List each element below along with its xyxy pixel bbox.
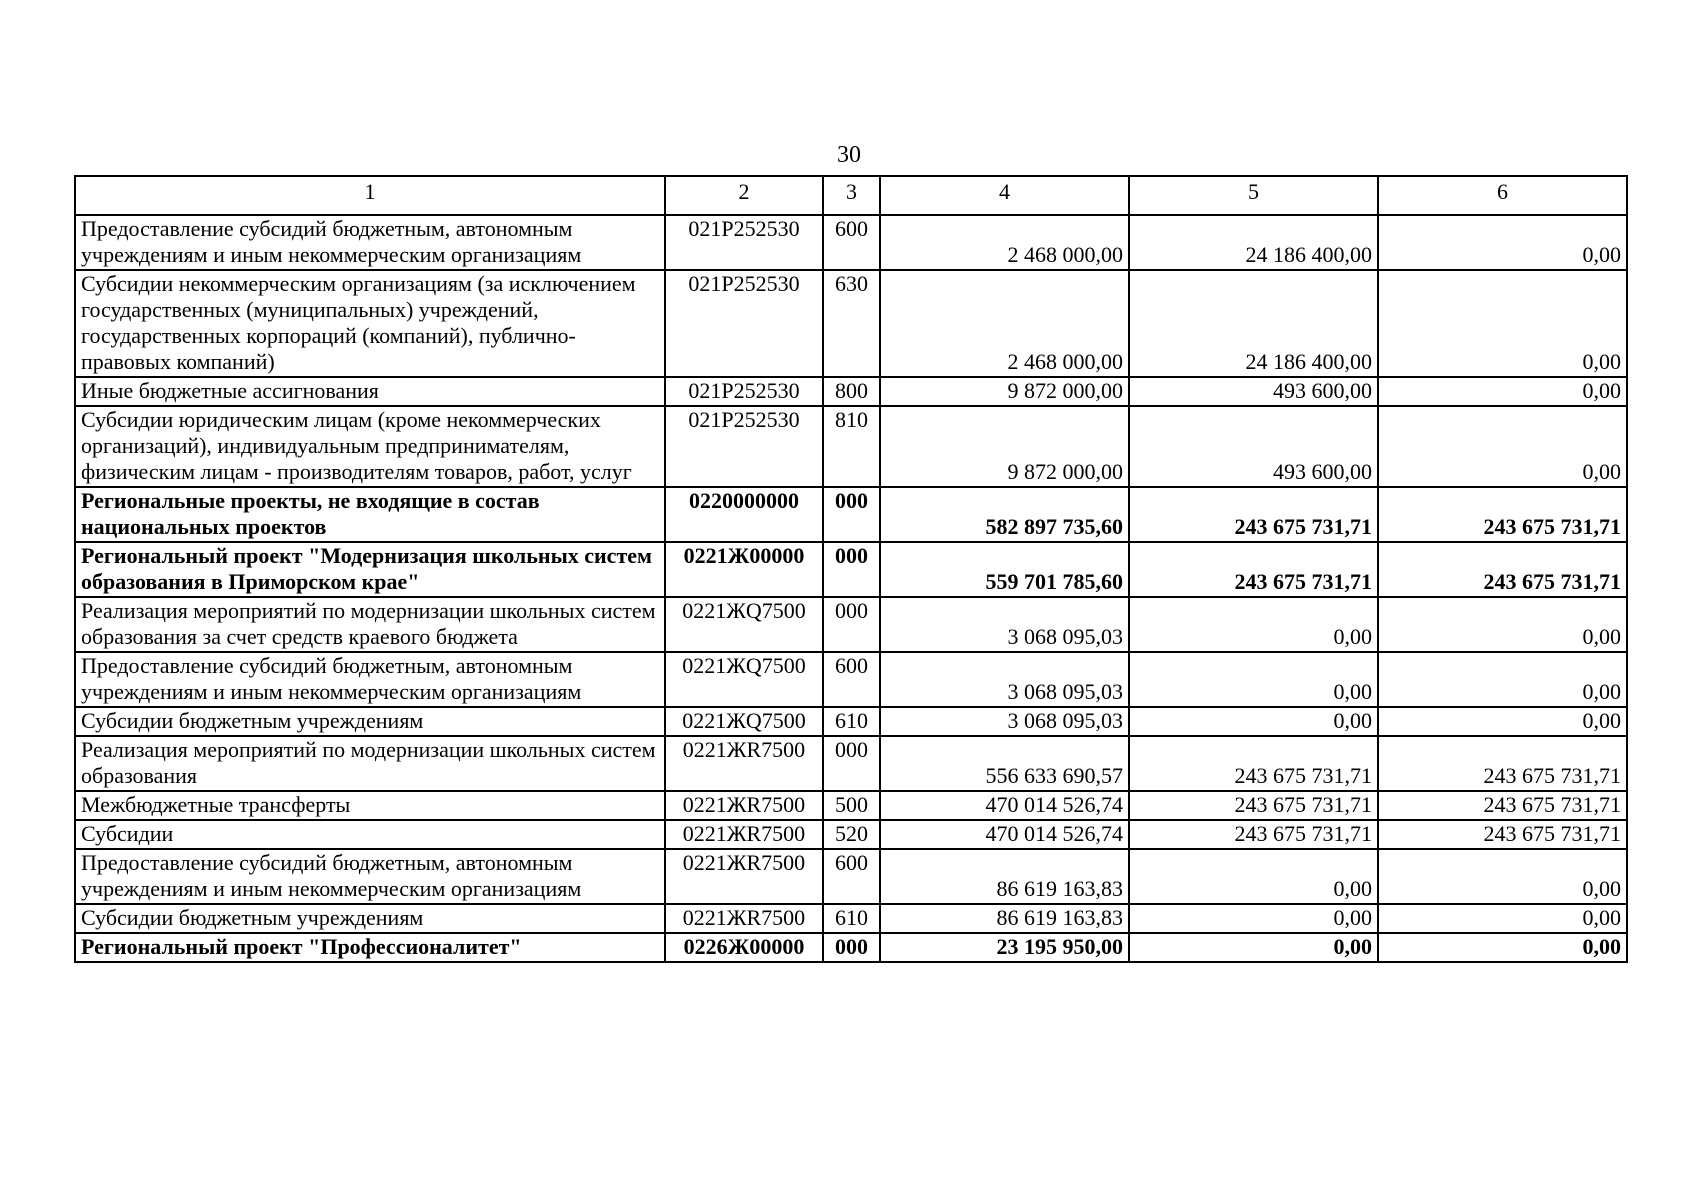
table-row — [75, 933, 1627, 962]
row-value-col5: 243 675 731,71 — [1129, 736, 1378, 791]
header-cell-1: 1 — [75, 176, 665, 215]
row-value-col4: 3 068 095,03 — [880, 707, 1129, 736]
row-code-cell: 021Р252530 — [665, 406, 823, 487]
row-name-cell: Региональные проекты, не входящие в состав национальных проектов — [75, 487, 665, 542]
row-value-col4: 470 014 526,74 — [880, 791, 1129, 820]
row-value-col5: 493 600,00 — [1129, 377, 1378, 406]
row-name-cell: Региональный проект "Модернизация школьных систем образования в Приморском крае" — [75, 542, 665, 597]
table-row — [75, 487, 1627, 542]
row-name-cell: Предоставление субсидий бюджетным, автономным учреждениям и иным некоммерческим организациям — [75, 849, 665, 904]
row-value-col4: 559 701 785,60 — [880, 542, 1129, 597]
row-value-col5: 0,00 — [1129, 707, 1378, 736]
row-name-cell: Субсидии — [75, 820, 665, 849]
row-value-col6: 0,00 — [1378, 215, 1627, 270]
row-value-col4: 556 633 690,57 — [880, 736, 1129, 791]
row-type-cell: 630 — [823, 270, 880, 377]
row-type-cell: 000 — [823, 487, 880, 542]
table-row — [75, 215, 1627, 270]
table-row — [75, 542, 1627, 597]
row-value-col6: 243 675 731,71 — [1378, 736, 1627, 791]
row-value-col4: 23 195 950,00 — [880, 933, 1129, 962]
row-type-cell: 810 — [823, 406, 880, 487]
row-name-cell: Иные бюджетные ассигнования — [75, 377, 665, 406]
row-value-col4: 86 619 163,83 — [880, 904, 1129, 933]
table-row — [75, 791, 1627, 820]
header-cell-2: 2 — [665, 176, 823, 215]
row-value-col6: 0,00 — [1378, 707, 1627, 736]
row-value-col4: 2 468 000,00 — [880, 270, 1129, 377]
row-name-cell: Субсидии бюджетным учреждениям — [75, 904, 665, 933]
row-value-col4: 86 619 163,83 — [880, 849, 1129, 904]
row-code-cell: 0221ЖR7500 — [665, 736, 823, 791]
table-row — [75, 406, 1627, 487]
row-value-col5: 0,00 — [1129, 652, 1378, 707]
row-name-cell: Реализация мероприятий по модернизации школьных систем образования — [75, 736, 665, 791]
row-value-col6: 0,00 — [1378, 652, 1627, 707]
row-type-cell: 520 — [823, 820, 880, 849]
table-row — [75, 270, 1627, 377]
table-row — [75, 736, 1627, 791]
row-value-col6: 243 675 731,71 — [1378, 820, 1627, 849]
page-number: 30 — [837, 142, 861, 168]
row-code-cell: 0226Ж00000 — [665, 933, 823, 962]
row-value-col6: 0,00 — [1378, 377, 1627, 406]
header-cell-6: 6 — [1378, 176, 1627, 215]
header-row — [75, 176, 1627, 215]
row-type-cell: 600 — [823, 652, 880, 707]
row-value-col6: 0,00 — [1378, 904, 1627, 933]
row-value-col4: 470 014 526,74 — [880, 820, 1129, 849]
row-code-cell: 0221Ж00000 — [665, 542, 823, 597]
row-name-cell: Межбюджетные трансферты — [75, 791, 665, 820]
budget-table-body — [75, 176, 1627, 962]
header-cell-3: 3 — [823, 176, 880, 215]
row-value-col4: 582 897 735,60 — [880, 487, 1129, 542]
row-name-cell: Предоставление субсидий бюджетным, автономным учреждениям и иным некоммерческим организациям — [75, 215, 665, 270]
header-cell-4: 4 — [880, 176, 1129, 215]
table-row — [75, 652, 1627, 707]
row-value-col6: 0,00 — [1378, 849, 1627, 904]
row-code-cell: 021Р252530 — [665, 270, 823, 377]
row-value-col6: 0,00 — [1378, 933, 1627, 962]
row-value-col4: 3 068 095,03 — [880, 597, 1129, 652]
row-value-col5: 493 600,00 — [1129, 406, 1378, 487]
row-code-cell: 021Р252530 — [665, 377, 823, 406]
row-value-col5: 0,00 — [1129, 933, 1378, 962]
header-cell-5: 5 — [1129, 176, 1378, 215]
row-value-col5: 0,00 — [1129, 904, 1378, 933]
row-type-cell: 600 — [823, 849, 880, 904]
row-name-cell: Региональный проект "Профессионалитет" — [75, 933, 665, 962]
row-value-col6: 0,00 — [1378, 270, 1627, 377]
row-value-col5: 0,00 — [1129, 597, 1378, 652]
row-value-col5: 243 675 731,71 — [1129, 542, 1378, 597]
row-value-col4: 2 468 000,00 — [880, 215, 1129, 270]
row-value-col5: 243 675 731,71 — [1129, 791, 1378, 820]
row-type-cell: 800 — [823, 377, 880, 406]
row-value-col5: 243 675 731,71 — [1129, 487, 1378, 542]
table-row — [75, 597, 1627, 652]
table-row — [75, 820, 1627, 849]
row-type-cell: 000 — [823, 736, 880, 791]
row-code-cell: 0221ЖR7500 — [665, 904, 823, 933]
row-value-col6: 243 675 731,71 — [1378, 791, 1627, 820]
row-value-col5: 24 186 400,00 — [1129, 215, 1378, 270]
row-value-col5: 243 675 731,71 — [1129, 820, 1378, 849]
row-type-cell: 500 — [823, 791, 880, 820]
row-name-cell: Субсидии некоммерческим организациям (за исключением государственных (муниципальных) учреждений, государственных корпораций (компаний), публично-правовых компаний) — [75, 270, 665, 377]
row-value-col5: 0,00 — [1129, 849, 1378, 904]
row-code-cell: 0221ЖQ7500 — [665, 652, 823, 707]
row-name-cell: Предоставление субсидий бюджетным, автономным учреждениям и иным некоммерческим организациям — [75, 652, 665, 707]
row-name-cell: Субсидии юридическим лицам (кроме некоммерческих организаций), индивидуальным предпринимателям, физическим лицам - производителям товаров, работ, услуг — [75, 406, 665, 487]
row-value-col6: 243 675 731,71 — [1378, 487, 1627, 542]
row-code-cell: 0221ЖQ7500 — [665, 707, 823, 736]
row-type-cell: 000 — [823, 933, 880, 962]
budget-table — [74, 175, 1628, 963]
row-code-cell: 0220000000 — [665, 487, 823, 542]
table-row — [75, 849, 1627, 904]
row-value-col4: 9 872 000,00 — [880, 377, 1129, 406]
row-value-col6: 0,00 — [1378, 406, 1627, 487]
row-value-col5: 24 186 400,00 — [1129, 270, 1378, 377]
table-row — [75, 377, 1627, 406]
row-code-cell: 0221ЖR7500 — [665, 820, 823, 849]
row-value-col6: 243 675 731,71 — [1378, 542, 1627, 597]
row-type-cell: 610 — [823, 707, 880, 736]
row-name-cell: Реализация мероприятий по модернизации школьных систем образования за счет средств краевого бюджета — [75, 597, 665, 652]
row-code-cell: 0221ЖR7500 — [665, 791, 823, 820]
row-value-col4: 3 068 095,03 — [880, 652, 1129, 707]
row-value-col4: 9 872 000,00 — [880, 406, 1129, 487]
table-row — [75, 904, 1627, 933]
row-code-cell: 021Р252530 — [665, 215, 823, 270]
row-name-cell: Субсидии бюджетным учреждениям — [75, 707, 665, 736]
row-code-cell: 0221ЖQ7500 — [665, 597, 823, 652]
row-type-cell: 610 — [823, 904, 880, 933]
row-type-cell: 000 — [823, 597, 880, 652]
table-row — [75, 707, 1627, 736]
row-value-col6: 0,00 — [1378, 597, 1627, 652]
row-type-cell: 600 — [823, 215, 880, 270]
row-type-cell: 000 — [823, 542, 880, 597]
row-code-cell: 0221ЖR7500 — [665, 849, 823, 904]
